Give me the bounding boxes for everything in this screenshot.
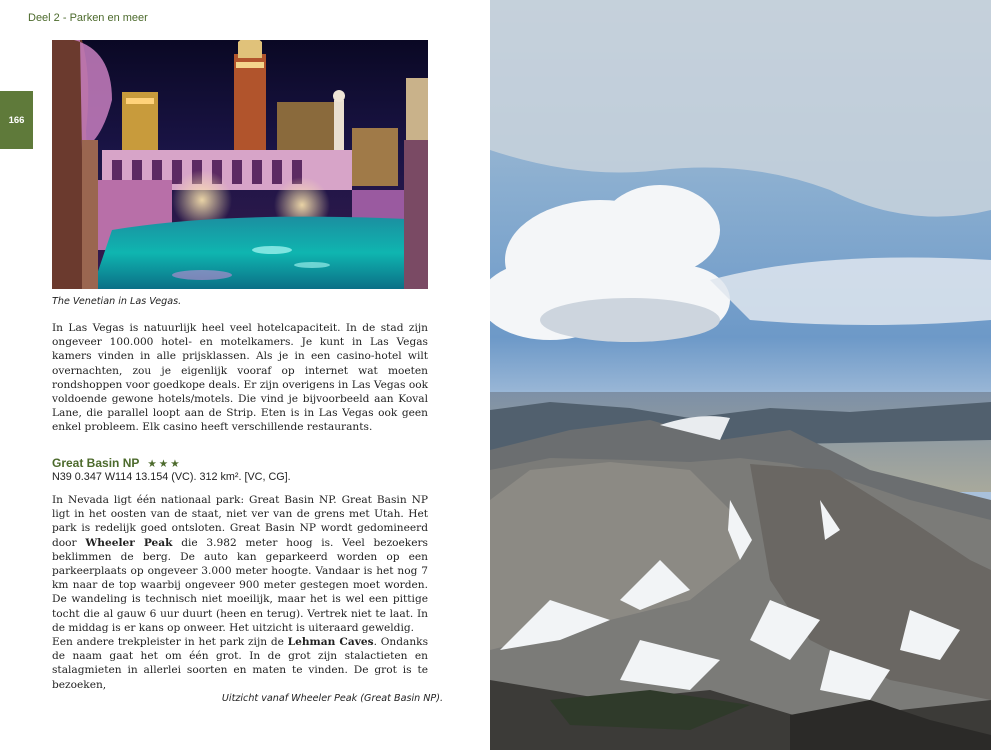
section-title: Great Basin NP	[52, 456, 140, 470]
running-header: Deel 2 - Parken en meer	[28, 12, 148, 24]
paragraph-great-basin	[52, 493, 428, 635]
text-run: Een andere trekpleister in het park zijn de	[52, 636, 288, 648]
bold-term-wheeler-peak: Wheeler Peak	[85, 536, 173, 549]
text-run: die 3.982 meter hoog is. Veel bezoekers beklimmen de berg. De auto kan geparkeerd worden op een parkeerplaats op ongeveer 3.000 meter hoogte. Vandaar is het nog 7 km naar de top waarbij ongeveer 900 meter gestegen moet worden. De wandeling is technisch niet moeilijk, maar het is wel een pittige tocht die al gauw 6 uur duurt (heen en terug). Vertrek niet te laat. In de middag is er kans op onweer. Het uitzicht is uiteraard geweldig.	[52, 536, 428, 634]
rating-stars: ★★★	[147, 458, 182, 470]
paragraph-lehman-caves	[52, 635, 428, 692]
text-run: . Ondanks de naam gaat het om één grot. In de grot zijn stalactieten en stalagmieten in allerlei soorten en maten te vinden. De grot is te bezoeken,	[52, 636, 429, 691]
text-run: In Nevada ligt één nationaal park: Great Basin NP. Great Basin NP ligt in het oosten van de staat, niet ver van de grens met Utah. Het park is redelijk goed ontsloten. Great Basin NP wordt gedomineerd door	[52, 494, 428, 549]
left-page	[0, 0, 489, 750]
section-heading	[52, 456, 182, 470]
venetian-photo	[52, 40, 428, 289]
paragraph-las-vegas: In Las Vegas is natuurlijk heel veel hotelcapaciteit. In de stad zijn ongeveer 100.000 hotel- en motelkamers. Je kunt in Las Vegas kamers vinden in alle prijsklassen. Als je in een casino-hotel wilt overnachten, zou je eigenlijk vooraf op internet wat moeten rondshoppen voor goedkope deals. Er zijn overigens in Las Vegas ook voldoende gewone hotels/motels. Die vind je bijvoorbeeld aan Koval Lane, die parallel loopt aan de Strip. Eten is in Las Vegas ook geen enkel probleem. Elk casino heeft verschillende restaurants.	[52, 322, 428, 434]
coordinates-line: N39 0.347 W114 13.154 (VC). 312 km². [VC, CG].	[52, 471, 291, 483]
photo-caption-venetian: The Venetian in Las Vegas.	[52, 296, 182, 307]
wheeler-peak-photo	[490, 0, 991, 750]
page-number-tab: 166	[0, 91, 33, 149]
photo-caption-wheeler-peak: Uitzicht vanaf Wheeler Peak (Great Basin NP).	[221, 693, 443, 704]
bold-term-lehman-caves: Lehman Caves	[287, 636, 374, 648]
